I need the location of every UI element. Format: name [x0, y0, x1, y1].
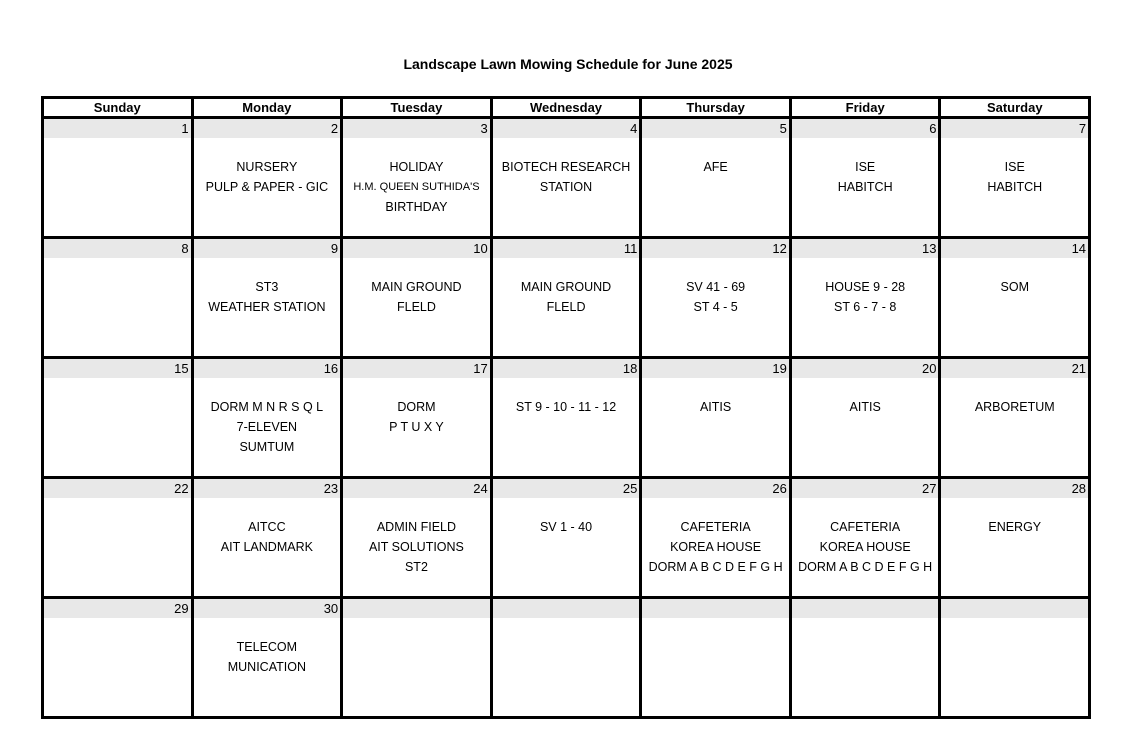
- calendar-day-cell: [194, 119, 344, 239]
- calendar-week: [44, 599, 1091, 719]
- event-label: ARBORETUM: [974, 400, 1055, 414]
- calendar-day-cell: [194, 479, 344, 599]
- calendar-day-cell: [792, 119, 942, 239]
- day-number: 17: [343, 359, 490, 378]
- day-number: 13: [792, 239, 939, 258]
- event-label: NURSERY: [236, 160, 298, 174]
- day-events: [44, 618, 191, 637]
- day-number: 6: [792, 119, 939, 138]
- day-number: 26: [642, 479, 789, 498]
- event-label: AITCC: [248, 520, 286, 534]
- day-number: 25: [493, 479, 640, 498]
- day-number: 16: [194, 359, 341, 378]
- day-events: [44, 498, 191, 517]
- event-label: CAFETERIA: [680, 520, 751, 534]
- calendar-week: [44, 239, 1091, 359]
- calendar-day-cell: [493, 359, 643, 479]
- event-label: H.M. QUEEN SUTHIDA'S: [353, 181, 480, 193]
- event-label: DORM: [397, 400, 436, 414]
- day-events: [792, 618, 939, 637]
- event-label: STATION: [539, 180, 593, 194]
- day-number: 24: [343, 479, 490, 498]
- calendar-day-cell: [343, 239, 493, 359]
- day-number: [642, 599, 789, 618]
- weekday-header: Tuesday: [343, 99, 493, 119]
- calendar-day-cell: [642, 479, 792, 599]
- calendar-week: [44, 359, 1091, 479]
- day-number: 3: [343, 119, 490, 138]
- event-label: ISE: [855, 160, 876, 174]
- event-label: HABITCH: [987, 180, 1043, 194]
- event-label: FLELD: [546, 300, 586, 314]
- day-number: 28: [941, 479, 1088, 498]
- day-number: 14: [941, 239, 1088, 258]
- day-number: 11: [493, 239, 640, 258]
- calendar-day-cell: [493, 119, 643, 239]
- calendar-day-cell: [642, 119, 792, 239]
- calendar-day-cell: [44, 599, 194, 719]
- event-label: CAFETERIA: [830, 520, 901, 534]
- weeks-container: [44, 119, 1091, 719]
- day-events: [493, 618, 640, 637]
- day-number: 2: [194, 119, 341, 138]
- event-label: AITIS: [699, 400, 732, 414]
- day-events: [792, 498, 939, 577]
- day-events: [642, 138, 789, 177]
- calendar-day-cell: [792, 359, 942, 479]
- day-number: 18: [493, 359, 640, 378]
- event-label: MAIN GROUND: [520, 280, 612, 294]
- event-label: ST3: [255, 280, 279, 294]
- event-label: SOM: [1000, 280, 1029, 294]
- day-events: [343, 138, 490, 217]
- calendar-day-cell: [792, 239, 942, 359]
- day-number: 12: [642, 239, 789, 258]
- day-events: [792, 138, 939, 197]
- calendar-day-cell: [194, 359, 344, 479]
- calendar-day-cell: [343, 479, 493, 599]
- day-number: 15: [44, 359, 191, 378]
- day-events: [44, 378, 191, 397]
- calendar-day-cell: [44, 119, 194, 239]
- day-events: [493, 138, 640, 197]
- day-number: 9: [194, 239, 341, 258]
- day-number: 1: [44, 119, 191, 138]
- day-number: [493, 599, 640, 618]
- event-label: ENERGY: [988, 520, 1042, 534]
- day-events: [941, 618, 1088, 637]
- event-label: MAIN GROUND: [371, 280, 462, 294]
- weekday-header-row: [44, 99, 1091, 119]
- calendar-day-cell: [44, 359, 194, 479]
- calendar-day-cell: [642, 599, 792, 719]
- calendar-day-cell: [343, 359, 493, 479]
- day-number: 20: [792, 359, 939, 378]
- day-events: [642, 618, 789, 637]
- day-events: [343, 498, 490, 577]
- day-events: [194, 258, 341, 317]
- event-label: HABITCH: [837, 180, 893, 194]
- day-events: [44, 258, 191, 277]
- day-number: 23: [194, 479, 341, 498]
- calendar-day-cell: [941, 119, 1091, 239]
- event-label: TELECOM: [236, 640, 298, 654]
- day-events: [343, 378, 490, 437]
- day-events: [493, 258, 640, 317]
- weekday-header: Sunday: [44, 99, 194, 119]
- event-label: AITIS: [849, 400, 881, 414]
- calendar-day-cell: [941, 599, 1091, 719]
- day-events: [194, 498, 341, 557]
- day-events: [493, 378, 640, 417]
- day-events: [194, 618, 341, 677]
- event-label: BIOTECH RESEARCH: [501, 160, 631, 174]
- calendar-day-cell: [792, 479, 942, 599]
- day-number: 21: [941, 359, 1088, 378]
- weekday-header: Monday: [194, 99, 344, 119]
- event-label: SV 1 - 40: [539, 520, 593, 534]
- event-label: WEATHER STATION: [208, 300, 326, 314]
- event-label: BIRTHDAY: [385, 200, 448, 214]
- day-events: [44, 138, 191, 157]
- event-label: MUNICATION: [227, 660, 306, 674]
- event-label: SUMTUM: [239, 440, 295, 454]
- event-label: P T U X Y: [389, 420, 444, 434]
- day-events: [642, 378, 789, 417]
- event-label: HOLIDAY: [389, 160, 444, 174]
- day-events: [792, 378, 939, 417]
- day-events: [941, 258, 1088, 297]
- event-label: ST 4 - 5: [693, 300, 738, 314]
- calendar-grid: [41, 96, 1091, 719]
- day-events: [194, 138, 341, 197]
- day-events: [941, 138, 1088, 197]
- calendar-day-cell: [642, 359, 792, 479]
- calendar-day-cell: [343, 119, 493, 239]
- day-events: [343, 258, 490, 317]
- event-label: DORM A B C D E F G H: [798, 560, 933, 574]
- event-label: HOUSE 9 - 28: [825, 280, 906, 294]
- event-label: ST2: [404, 560, 428, 574]
- day-events: [642, 498, 789, 577]
- day-number: [343, 599, 490, 618]
- day-number: 8: [44, 239, 191, 258]
- event-label: DORM A B C D E F G H: [648, 560, 783, 574]
- day-events: [642, 258, 789, 317]
- weekday-header: Friday: [792, 99, 942, 119]
- day-events: [941, 498, 1088, 537]
- event-label: FLELD: [396, 300, 436, 314]
- page-title: Landscape Lawn Mowing Schedule for June 2025: [403, 56, 733, 72]
- calendar-day-cell: [493, 239, 643, 359]
- day-number: 19: [642, 359, 789, 378]
- event-label: AFE: [703, 160, 728, 174]
- event-label: AIT LANDMARK: [220, 540, 313, 554]
- event-label: AIT SOLUTIONS: [368, 540, 464, 554]
- calendar-day-cell: [642, 239, 792, 359]
- day-number: [941, 599, 1088, 618]
- event-label: KOREA HOUSE: [670, 540, 762, 554]
- event-label: ST 9 - 10 - 11 - 12: [515, 400, 617, 414]
- calendar-day-cell: [941, 239, 1091, 359]
- day-number: 5: [642, 119, 789, 138]
- weekday-header: Wednesday: [493, 99, 643, 119]
- calendar-week: [44, 119, 1091, 239]
- calendar-day-cell: [44, 479, 194, 599]
- day-number: 27: [792, 479, 939, 498]
- day-number: 7: [941, 119, 1088, 138]
- calendar-day-cell: [941, 479, 1091, 599]
- calendar-day-cell: [493, 479, 643, 599]
- day-events: [194, 378, 341, 457]
- day-events: [792, 258, 939, 317]
- day-number: 22: [44, 479, 191, 498]
- event-label: KOREA HOUSE: [819, 540, 911, 554]
- day-number: 10: [343, 239, 490, 258]
- day-number: [792, 599, 939, 618]
- day-number: 4: [493, 119, 640, 138]
- calendar-day-cell: [194, 599, 344, 719]
- calendar-day-cell: [493, 599, 643, 719]
- event-label: PULP & PAPER - GIC: [205, 180, 329, 194]
- day-events: [343, 618, 490, 637]
- event-label: SV 41 - 69: [686, 280, 746, 294]
- weekday-header: Saturday: [941, 99, 1091, 119]
- calendar-day-cell: [44, 239, 194, 359]
- event-label: ISE: [1004, 160, 1025, 174]
- calendar-day-cell: [194, 239, 344, 359]
- event-label: DORM M N R S Q L: [210, 400, 324, 414]
- day-number: 30: [194, 599, 341, 618]
- calendar-day-cell: [941, 359, 1091, 479]
- event-label: ST 6 - 7 - 8: [834, 300, 897, 314]
- calendar-week: [44, 479, 1091, 599]
- day-events: [493, 498, 640, 537]
- calendar-day-cell: [792, 599, 942, 719]
- calendar-day-cell: [343, 599, 493, 719]
- day-number: 29: [44, 599, 191, 618]
- weekday-header: Thursday: [642, 99, 792, 119]
- event-label: 7-ELEVEN: [236, 420, 298, 434]
- day-events: [941, 378, 1088, 417]
- event-label: ADMIN FIELD: [376, 520, 457, 534]
